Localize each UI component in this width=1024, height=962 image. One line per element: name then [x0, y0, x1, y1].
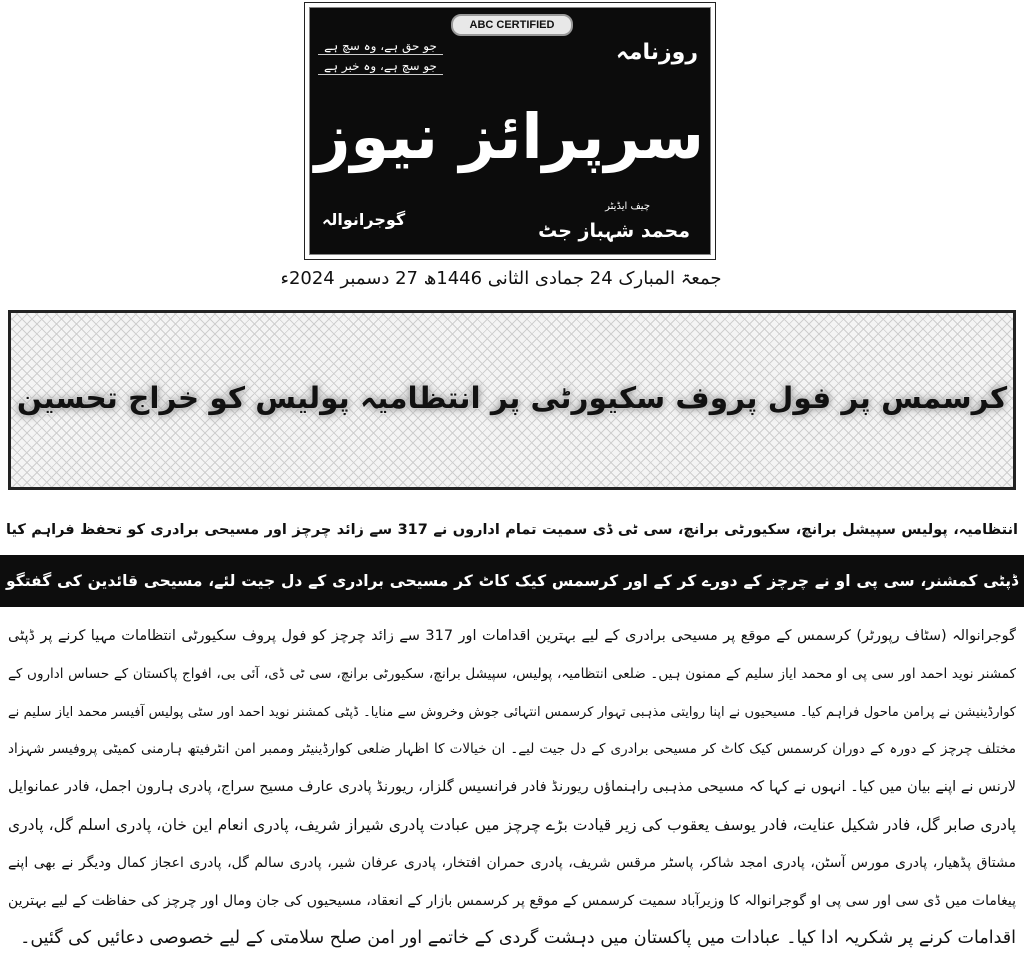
subheadline-1: انتظامیہ، پولیس سپیشل برانچ، سکیورٹی برانچ، سی ٹی ڈی سمیت تمام اداروں نے 317 سے زائد چرچز اور مسیحی برادری کو تحفظ فراہم کیا — [6, 522, 1018, 538]
body-line: مشتاق پڈھیار، پادری مورس آسٹن، پادری امجد شاکر، پاسٹر مرقس شریف، پادری حمران افتخار، پادری عرفان شیر، پادری سالم گل، پادری اعجاز کمال ودیگر نے بھی اپنے — [8, 854, 1016, 871]
chief-editor-name: محمد شہباز جٹ — [538, 220, 690, 242]
subheadline-2: ڈپٹی کمشنر، سی پی او نے چرچز کے دورے کر کے اور کرسمس کیک کاٹ کر مسیحی برادری کے دل جیت لئے، مسیحی قائدین کی گفتگو — [0, 555, 1024, 607]
body-line: پادری صابر گل، فادر شکیل عنایت، فادر یوسف یعقوب کی زیر قیادت بڑے چرچز میں عبادت پادری شیراز شریف، پادری انعام این خان، پادری اسلم گل، پادری — [8, 815, 1016, 834]
headline-banner — [8, 310, 1016, 490]
body-line: کمشنر نوید احمد اور سی پی او محمد ایاز سلیم کے ممنون ہیں۔ ضلعی انتظامیہ، پولیس، سپیشل برانچ، سکیورٹی برانچ، سی ٹی ڈی، آئی بی، افواج پاکستان کے حساس اداروں کے — [8, 665, 1016, 682]
body-line: لارنس نے اپنے بیان میں کیا۔ انہوں نے کہا کہ مسیحی مذہبی راہنماؤں ریورنڈ فادر فرانسیس گلزار، ریورنڈ پادری عارف مسیح سراج، پادری ہارون اجمل، فادر عمانوایل — [8, 779, 1016, 796]
chief-editor-label: چیف ایڈیٹر — [605, 201, 650, 212]
masthead-city: گوجرانوالہ — [322, 210, 406, 229]
dateline: جمعۃ المبارک 24 جمادی الثانی 1446ھ 27 دسمبر 2024ء — [280, 268, 722, 289]
abc-certified-badge: ABC CERTIFIED — [451, 14, 573, 36]
body-line: کوارڈینیشن نے پرامن ماحول فراہم کیا۔ مسیحیوں نے اپنا روایتی مذہبی تہوار کرسمس انتہائی جوش وخروش سے منایا۔ ڈپٹی کمشنر نوید احمد اور سٹی پولیس آفیسر محمد ایاز سلیم نے — [8, 704, 1016, 720]
newspaper-masthead — [304, 2, 716, 260]
body-line: مختلف چرچز کے دورہ کے دوران کرسمس کیک کاٹ کر مسیحی برادری کے دل جیت لیے۔ ان خیالات کا اظہار ضلعی کوارڈینیٹر وممبر امن انٹرفیتھ ہارمنی کمیٹی پروفیسر شہزاد — [8, 741, 1016, 758]
body-line: اقدامات کرنے پر شکریہ ادا کیا۔ عبادات میں پاکستان میں دہشت گردی کے خاتمے اور امن صلح سلامتی کے لیے خصوصی دعائیں کی گئیں۔ — [20, 928, 1016, 949]
masthead-slogan-1: جو حق ہے، وہ سچ ہے — [318, 38, 443, 55]
newspaper-title-logo: سرپرائز نیوز — [314, 100, 704, 173]
article-body — [8, 618, 1016, 958]
masthead-black-panel — [309, 7, 711, 255]
masthead-slogan-2: جو سچ ہے، وہ خبر ہے — [318, 58, 443, 75]
body-line: گوجرانوالہ (سٹاف رپورٹر) کرسمس کے موقع پر مسیحی برادری کے لیے بہترین اقدامات اور 317 سے زائد چرچز کو فول پروف سکیورٹی انتظامات مہیا کرنے پر ڈپٹی — [8, 628, 1016, 644]
headline: کرسمس پر فول پروف سکیورٹی پر انتظامیہ پولیس کو خراج تحسین — [16, 381, 1008, 415]
masthead-prefix: روزنامہ — [615, 40, 698, 65]
body-line: پیغامات میں ڈی سی اور سی پی او گوجرانوالہ کا وزیرآباد سمیت کرسمس کے موقع پر کرسمس بازار کے انعقاد، مسیحیوں کی جان ومال اور چرچز کی حفاظت کے لیے بہترین — [8, 892, 1016, 909]
